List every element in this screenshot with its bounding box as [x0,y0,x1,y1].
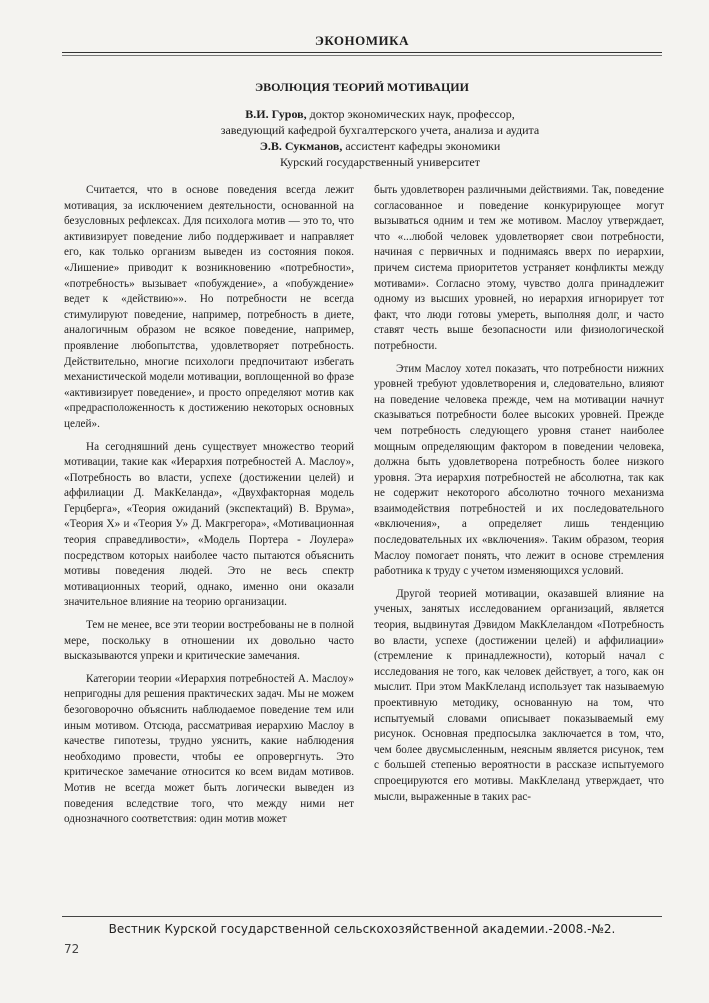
paragraph: Категории теории «Иерархия потребностей А. Маслоу» непригодны для решения практических задач. Мы не можем безоговорочно объяснить наблюдаемое поведение тем или иным мотивом. Отсюда, рассматривая иерархию Маслоу в качестве гипотезы, трудно уяснить, какие наблюдения необходимо провести, чтобы ее опровергнуть. Это критическое замечание относится ко всем видам мотивов. Мотив не всегда может быть логически выведен из поведения вследствие того, что между ними нет однозначного соответствия: один мотив может [64,672,354,826]
article-title: ЭВОЛЮЦИЯ ТЕОРИЙ МОТИВАЦИИ [255,80,469,94]
author-role: доктор экономических наук, профессор, [309,107,515,121]
author-role: ассистент кафедры экономики [345,139,501,153]
paragraph: На сегодняшний день существует множество теорий мотивации, такие как «Иерархия потребностей А. Маслоу», «Потребность во власти, успехе (достижении целей) и аффилиации Д. МакКеланда», «Двухфакторная модель Герцберга», «Теория ожиданий (экспектаций) В. Врума», «Теория Х» и «Теория У» Д. Макгрегора», «Мотивационная теория справедливости», «Модель Портера - Лоулера» посредством которых наиболее часто пытаются объяснить мотивы поведения людей. Это не весь спектр мотивационных теорий, однако, именно они оказали значительное влияние на теорию организации. [64,440,354,609]
author-line-3 [100,138,660,154]
paragraph: Тем не менее, все эти теории востребованы не в полной мере, поскольку в отношении их довольно часто высказываются упреки и критические замечания. [64,619,354,663]
journal-citation: Вестник Курской государственной сельскохозяйственной академии.-2008.-№2. [108,922,616,936]
author-line-1 [100,106,660,122]
section-header: ЭКОНОМИКА [315,33,409,48]
right-column [374,183,664,881]
author-affiliation [100,154,660,170]
header-rule-secondary [62,55,662,56]
author-name: В.И. Гуров, [245,107,307,121]
author-name: Э.В. Сукманов, [259,139,343,153]
paragraph: Этим Маслоу хотел показать, что потребности нижних уровней требуют удовлетворения и, следовательно, влияют на поведение человека прежде, чем на мотивации начнут сказываться потребности более высоких уровней. Прежде чем потребность следующего уровня станет наиболее мощным определяющим фактором в поведении человека, должна быть удовлетворена потребность более низкого уровня. Эта иерархия потребностей не абсолютна, так как не содержит некоторого абсолютно точного механизма взаимодействия потребностей и их последовательного «включения», а определяет лишь тенденцию последовательных их «включения». Таким образом, теория Маслоу помогает понять, что лежит в основе стремления работника к труду с учетом изменяющихся условий. [374,362,664,578]
header-rule [62,52,662,53]
footer-rule [62,916,662,917]
paragraph: Другой теорией мотивации, оказавшей влияние на ученых, занятых исследованием организаций, является теория, выдвинутая Дэвидом МакКлеландом «Потребность во власти, успехе (достижении целей) и аффилиации» (стремление к принадлежности), который начал с исследования не того, как человек действует, а того, как он мыслит. При этом МакКлеланд использует так называемую проективную методику, основанную на том, что испытуемый словами описывает показываемый ему рисунок. Основная предпосылка заключается в том, что, чем более двусмысленным, неясным является рисунок, тем с большей степенью вероятности в рассказе испытуемого спроецируются его мотивы. МакКлеланд утверждает, что мысли, выраженные в таких рас- [374,587,664,803]
page-number: 72 [64,942,80,956]
left-column [64,183,354,881]
paragraph-continued: быть удовлетворен различными действиями. Так, поведение согласованное и поведение конкурирующее могут вызываться одним и тем же мотивом. Маслоу утверждает, что «...любой человек удовлетворяет свои потребности, начиная с первичных и поднимаясь вверх по иерархии, причем система приоритетов устраняет конфликты между мотивами». Согласно этому, чувство долга принадлежит одному из высших уровней, но иерархия игнорирует тот факт, что люди готовы умереть, выполняя долг, и часто ставят честь выше безопасности или физиологической потребности. [374,184,664,352]
author-line-2 [100,122,660,138]
author-block [100,106,660,170]
article-body [64,183,664,881]
paragraph: Считается, что в основе поведения всегда лежит мотивация, за исключением деятельности, основанной на безусловных рефлексах. Для психолога мотив — это то, что активизирует поведение либо поддерживает и направляет его, как только организм выведен из состояния покоя. «Лишение» приводит к возникновению «потребности», «потребность» вызывает «побуждение», а «побуждение» ведет к «действию»». Но потребности не всегда стимулируют поведение, например, потребность в диете, аналогичным образом не всякое поведение, например, проявление любопытства, удовлетворяет потребность. Действительно, многие психологи предпочитают избегать механистической модели мотивации, воплощенной во фразе «активизирует поведение», и просто определяют мотив как «предрасположенность к достижению некоторых основных целей». [64,184,354,430]
author-role: заведующий кафедрой бухгалтерского учета, анализа и аудита [220,123,540,137]
affiliation-text: Курский государственный университет [279,155,480,169]
